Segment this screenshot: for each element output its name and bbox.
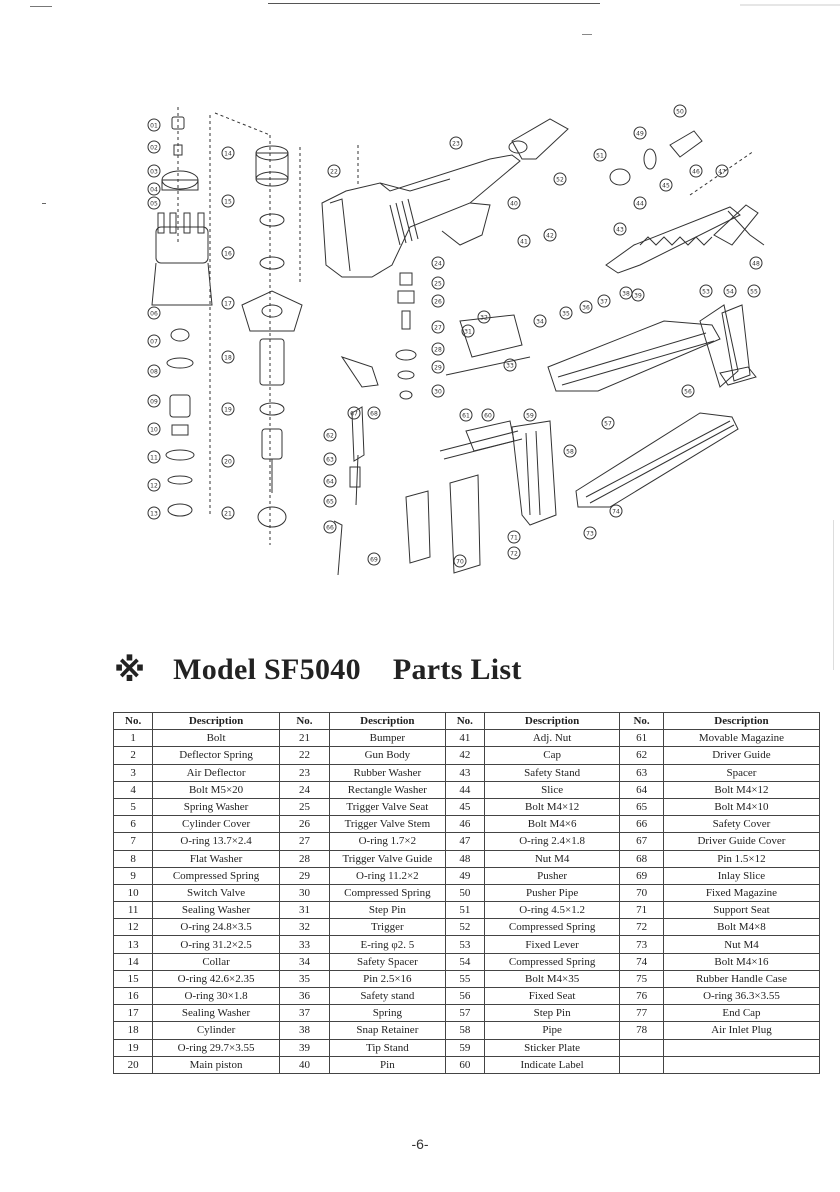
- callout-label: 56: [684, 388, 692, 396]
- part-description-cell: Pusher Pipe: [484, 884, 619, 901]
- part-description-cell: Compressed Spring: [484, 919, 619, 936]
- callout-label: 35: [562, 310, 570, 318]
- table-row: [114, 781, 820, 798]
- callout-label: 28: [434, 346, 442, 354]
- callout-label: 14: [224, 150, 232, 158]
- part-number-cell: 55: [445, 970, 484, 987]
- callout-label: 51: [596, 152, 604, 160]
- part-number-cell: 50: [445, 884, 484, 901]
- column-header: Description: [330, 713, 446, 730]
- part-description-cell: O-ring 11.2×2: [330, 867, 446, 884]
- part-description-cell: Rectangle Washer: [330, 781, 446, 798]
- callout-label: 47: [718, 168, 726, 176]
- callout-label: 11: [150, 454, 158, 462]
- part-description-cell: Spring Washer: [153, 798, 280, 815]
- part-description-cell: Sealing Washer: [153, 1005, 280, 1022]
- part-number-cell: 18: [114, 1022, 153, 1039]
- table-row: [114, 816, 820, 833]
- callout-label: 68: [370, 410, 378, 418]
- callout-label: 34: [536, 318, 544, 326]
- top-rule: [268, 3, 600, 4]
- part-number-cell: 5: [114, 798, 153, 815]
- parts-list-title: Parts List: [392, 653, 522, 686]
- part-description-cell: Step Pin: [484, 1005, 619, 1022]
- callout-label: 41: [520, 238, 528, 246]
- column-header: No.: [445, 713, 484, 730]
- callout-label: 30: [434, 388, 442, 396]
- part-number-cell: 54: [445, 953, 484, 970]
- callout-label: 57: [604, 420, 612, 428]
- table-row: [114, 936, 820, 953]
- table-header-row: [114, 713, 820, 730]
- part-description-cell: O-ring 42.6×2.35: [153, 970, 280, 987]
- part-description-cell: Pin 1.5×12: [663, 850, 819, 867]
- callout-label: 72: [510, 550, 518, 558]
- parts-table-body: [114, 730, 820, 1074]
- part-number-cell: 69: [620, 867, 664, 884]
- table-row: [114, 884, 820, 901]
- part-description-cell: Adj. Nut: [484, 730, 619, 747]
- part-description-cell: Bolt M4×12: [484, 798, 619, 815]
- part-description-cell: Tip Stand: [330, 1039, 446, 1056]
- part-number-cell: 67: [620, 833, 664, 850]
- column-header: No.: [279, 713, 329, 730]
- part-description-cell: Gun Body: [330, 747, 446, 764]
- part-number-cell: 24: [279, 781, 329, 798]
- part-description-cell: O-ring 13.7×2.4: [153, 833, 280, 850]
- part-number-cell: 2: [114, 747, 153, 764]
- table-row: [114, 988, 820, 1005]
- part-description-cell: Indicate Label: [484, 1056, 619, 1073]
- callout-label: 33: [506, 362, 514, 370]
- table-row: [114, 850, 820, 867]
- part-description-cell: Pin: [330, 1056, 446, 1073]
- magazine-rails: [548, 305, 756, 507]
- callout-label: 54: [726, 288, 734, 296]
- part-number-cell: 7: [114, 833, 153, 850]
- part-description-cell: Bolt M4×16: [663, 953, 819, 970]
- part-number-cell: 29: [279, 867, 329, 884]
- table-row: [114, 764, 820, 781]
- part-description-cell: Bolt M4×6: [484, 816, 619, 833]
- part-number-cell: 52: [445, 919, 484, 936]
- part-number-cell: 21: [279, 730, 329, 747]
- part-number-cell: 37: [279, 1005, 329, 1022]
- callout-label: 09: [150, 398, 158, 406]
- callout-label: 10: [150, 426, 158, 434]
- callout-label: 50: [676, 108, 684, 116]
- callout-label: 16: [224, 250, 232, 258]
- part-description-cell: Bumper: [330, 730, 446, 747]
- part-description-cell: Fixed Magazine: [663, 884, 819, 901]
- part-number-cell: 60: [445, 1056, 484, 1073]
- part-number-cell: 26: [279, 816, 329, 833]
- page-heading: [114, 648, 522, 692]
- part-number-cell: 10: [114, 884, 153, 901]
- callout-label: 32: [480, 314, 488, 322]
- part-number-cell: 39: [279, 1039, 329, 1056]
- part-number-cell: 61: [620, 730, 664, 747]
- part-number-cell: 58: [445, 1022, 484, 1039]
- callout-label: 59: [526, 412, 534, 420]
- table-row: [114, 902, 820, 919]
- callout-label: 04: [150, 186, 158, 194]
- part-number-cell: 43: [445, 764, 484, 781]
- part-number-cell: 19: [114, 1039, 153, 1056]
- driver-guide: [406, 421, 556, 573]
- part-number-cell: 22: [279, 747, 329, 764]
- part-number-cell: 31: [279, 902, 329, 919]
- part-description-cell: O-ring 31.2×2.5: [153, 936, 280, 953]
- part-description-cell: Trigger: [330, 919, 446, 936]
- callout-label: 29: [434, 364, 442, 372]
- callout-label: 26: [434, 298, 442, 306]
- part-description-cell: O-ring 4.5×1.2: [484, 902, 619, 919]
- part-number-cell: 1: [114, 730, 153, 747]
- table-row: [114, 798, 820, 815]
- table-row: [114, 833, 820, 850]
- callout-label: 60: [484, 412, 492, 420]
- part-description-cell: Main piston: [153, 1056, 280, 1073]
- part-number-cell: 9: [114, 867, 153, 884]
- part-description-cell: Fixed Lever: [484, 936, 619, 953]
- part-description-cell: Spring: [330, 1005, 446, 1022]
- part-number-cell: 32: [279, 919, 329, 936]
- part-description-cell: [663, 1056, 819, 1073]
- callout-label: 08: [150, 368, 158, 376]
- callout-label: 05: [150, 200, 158, 208]
- callout-label: 24: [434, 260, 442, 268]
- callout-label: 61: [462, 412, 470, 420]
- part-description-cell: O-ring 30×1.8: [153, 988, 280, 1005]
- part-description-cell: Support Seat: [663, 902, 819, 919]
- table-row: [114, 747, 820, 764]
- part-description-cell: Bolt M4×10: [663, 798, 819, 815]
- cylinder-stack: [215, 113, 302, 545]
- model-title: Model SF5040: [173, 653, 361, 686]
- scan-mark-left: [42, 203, 46, 204]
- part-number-cell: 68: [620, 850, 664, 867]
- part-description-cell: Safety Stand: [484, 764, 619, 781]
- part-number-cell: 56: [445, 988, 484, 1005]
- callout-label: 19: [224, 406, 232, 414]
- part-description-cell: Switch Valve: [153, 884, 280, 901]
- part-number-cell: 8: [114, 850, 153, 867]
- part-description-cell: O-ring 1.7×2: [330, 833, 446, 850]
- part-number-cell: 4: [114, 781, 153, 798]
- part-number-cell: 78: [620, 1022, 664, 1039]
- part-description-cell: Compressed Spring: [484, 953, 619, 970]
- part-number-cell: 65: [620, 798, 664, 815]
- part-description-cell: E-ring φ2. 5: [330, 936, 446, 953]
- part-description-cell: Safety stand: [330, 988, 446, 1005]
- callout-label: 01: [150, 122, 158, 130]
- part-number-cell: 72: [620, 919, 664, 936]
- part-description-cell: Compressed Spring: [330, 884, 446, 901]
- exploded-parts-diagram: [110, 95, 800, 595]
- callout-label: 37: [600, 298, 608, 306]
- callout-label: 02: [150, 144, 158, 152]
- part-description-cell: Cylinder Cover: [153, 816, 280, 833]
- part-number-cell: 45: [445, 798, 484, 815]
- callout-label: 62: [326, 432, 334, 440]
- part-description-cell: Movable Magazine: [663, 730, 819, 747]
- callout-label: 63: [326, 456, 334, 464]
- part-number-cell: [620, 1056, 664, 1073]
- part-description-cell: Sealing Washer: [153, 902, 280, 919]
- cylinder-cover-stack: [152, 107, 212, 516]
- part-number-cell: 16: [114, 988, 153, 1005]
- part-number-cell: 47: [445, 833, 484, 850]
- part-description-cell: Pipe: [484, 1022, 619, 1039]
- callout-label: 06: [150, 310, 158, 318]
- part-number-cell: 30: [279, 884, 329, 901]
- part-number-cell: 49: [445, 867, 484, 884]
- part-number-cell: 46: [445, 816, 484, 833]
- callout-label: 44: [636, 200, 644, 208]
- top-rule-short: [30, 6, 52, 7]
- part-number-cell: 48: [445, 850, 484, 867]
- table-row: [114, 730, 820, 747]
- table-row: [114, 970, 820, 987]
- part-number-cell: 76: [620, 988, 664, 1005]
- part-number-cell: 75: [620, 970, 664, 987]
- table-row: [114, 1005, 820, 1022]
- part-description-cell: Cap: [484, 747, 619, 764]
- part-description-cell: O-ring 2.4×1.8: [484, 833, 619, 850]
- table-row: [114, 953, 820, 970]
- callout-label: 66: [326, 524, 334, 532]
- parts-table: [113, 712, 820, 1074]
- part-number-cell: 70: [620, 884, 664, 901]
- callout-label: 43: [616, 226, 624, 234]
- part-description-cell: Inlay Slice: [663, 867, 819, 884]
- table-row: [114, 1022, 820, 1039]
- part-number-cell: 57: [445, 1005, 484, 1022]
- part-description-cell: Sticker Plate: [484, 1039, 619, 1056]
- callout-label: 03: [150, 168, 158, 176]
- part-description-cell: Snap Retainer: [330, 1022, 446, 1039]
- part-number-cell: 63: [620, 764, 664, 781]
- trigger-valve-area: [334, 273, 530, 575]
- part-description-cell: Air Deflector: [153, 764, 280, 781]
- part-description-cell: O-ring 36.3×3.55: [663, 988, 819, 1005]
- callout-label: 64: [326, 478, 334, 486]
- part-description-cell: Safety Spacer: [330, 953, 446, 970]
- part-number-cell: 66: [620, 816, 664, 833]
- callout-label: 39: [634, 292, 642, 300]
- part-number-cell: 6: [114, 816, 153, 833]
- column-header: Description: [663, 713, 819, 730]
- callout-label: 31: [464, 328, 472, 336]
- part-number-cell: [620, 1039, 664, 1056]
- scan-edge: [833, 520, 834, 670]
- part-description-cell: Nut M4: [663, 936, 819, 953]
- column-header: No.: [620, 713, 664, 730]
- callout-label: 07: [150, 338, 158, 346]
- callout-label: 53: [702, 288, 710, 296]
- part-number-cell: 35: [279, 970, 329, 987]
- part-number-cell: 40: [279, 1056, 329, 1073]
- callout-label: 65: [326, 498, 334, 506]
- callout-label: 21: [224, 510, 232, 518]
- callout-label: 38: [622, 290, 630, 298]
- part-number-cell: 64: [620, 781, 664, 798]
- table-row: [114, 1039, 820, 1056]
- callout-label: 48: [752, 260, 760, 268]
- part-number-cell: 38: [279, 1022, 329, 1039]
- part-number-cell: 25: [279, 798, 329, 815]
- part-number-cell: 33: [279, 936, 329, 953]
- part-number-cell: 23: [279, 764, 329, 781]
- scan-shadow: [740, 4, 840, 6]
- part-number-cell: 17: [114, 1005, 153, 1022]
- part-number-cell: 62: [620, 747, 664, 764]
- part-number-cell: 53: [445, 936, 484, 953]
- gun-body: [300, 145, 520, 285]
- part-description-cell: Pusher: [484, 867, 619, 884]
- part-description-cell: Air Inlet Plug: [663, 1022, 819, 1039]
- callout-label: 55: [750, 288, 758, 296]
- part-description-cell: Nut M4: [484, 850, 619, 867]
- table-row: [114, 867, 820, 884]
- table-row: [114, 919, 820, 936]
- callout-label: 52: [556, 176, 564, 184]
- callout-label: 58: [566, 448, 574, 456]
- callout-label: 15: [224, 198, 232, 206]
- part-description-cell: End Cap: [663, 1005, 819, 1022]
- part-number-cell: 28: [279, 850, 329, 867]
- column-header: No.: [114, 713, 153, 730]
- scan-mark: [582, 34, 592, 35]
- callout-label: 25: [434, 280, 442, 288]
- part-description-cell: Cylinder: [153, 1022, 280, 1039]
- part-description-cell: Flat Washer: [153, 850, 280, 867]
- part-number-cell: 27: [279, 833, 329, 850]
- part-number-cell: 34: [279, 953, 329, 970]
- column-header: Description: [153, 713, 280, 730]
- part-number-cell: 42: [445, 747, 484, 764]
- part-description-cell: O-ring 24.8×3.5: [153, 919, 280, 936]
- part-description-cell: Collar: [153, 953, 280, 970]
- part-number-cell: 41: [445, 730, 484, 747]
- part-description-cell: Rubber Washer: [330, 764, 446, 781]
- part-description-cell: Bolt M4×35: [484, 970, 619, 987]
- part-number-cell: 51: [445, 902, 484, 919]
- callout-label: 22: [330, 168, 338, 176]
- part-description-cell: Spacer: [663, 764, 819, 781]
- callout-label: 27: [434, 324, 442, 332]
- part-number-cell: 73: [620, 936, 664, 953]
- part-description-cell: Pin 2.5×16: [330, 970, 446, 987]
- part-number-cell: 77: [620, 1005, 664, 1022]
- part-description-cell: Fixed Seat: [484, 988, 619, 1005]
- callout-label: 49: [636, 130, 644, 138]
- part-number-cell: 11: [114, 902, 153, 919]
- callout-bubbles: [148, 105, 762, 567]
- part-description-cell: Bolt M4×8: [663, 919, 819, 936]
- part-description-cell: Bolt M5×20: [153, 781, 280, 798]
- part-number-cell: 44: [445, 781, 484, 798]
- part-description-cell: Trigger Valve Guide: [330, 850, 446, 867]
- callout-label: 40: [510, 200, 518, 208]
- part-number-cell: 13: [114, 936, 153, 953]
- callout-label: 71: [510, 534, 518, 542]
- part-description-cell: Compressed Spring: [153, 867, 280, 884]
- callout-label: 20: [224, 458, 232, 466]
- callout-label: 69: [370, 556, 378, 564]
- callout-label: 13: [150, 510, 158, 518]
- part-description-cell: O-ring 29.7×3.55: [153, 1039, 280, 1056]
- part-number-cell: 20: [114, 1056, 153, 1073]
- callout-label: 12: [150, 482, 158, 490]
- part-description-cell: Bolt: [153, 730, 280, 747]
- part-number-cell: 59: [445, 1039, 484, 1056]
- callout-label: 36: [582, 304, 590, 312]
- callout-label: 17: [224, 300, 232, 308]
- part-number-cell: 74: [620, 953, 664, 970]
- part-number-cell: 36: [279, 988, 329, 1005]
- callout-label: 73: [586, 530, 594, 538]
- table-row: [114, 1056, 820, 1073]
- part-number-cell: 71: [620, 902, 664, 919]
- callout-label: 18: [224, 354, 232, 362]
- part-description-cell: Safety Cover: [663, 816, 819, 833]
- column-header: Description: [484, 713, 619, 730]
- callout-label: 74: [612, 508, 620, 516]
- part-description-cell: Driver Guide: [663, 747, 819, 764]
- callout-label: 46: [692, 168, 700, 176]
- part-number-cell: 14: [114, 953, 153, 970]
- part-description-cell: Driver Guide Cover: [663, 833, 819, 850]
- part-description-cell: Bolt M4×12: [663, 781, 819, 798]
- callout-label: 42: [546, 232, 554, 240]
- part-description-cell: [663, 1039, 819, 1056]
- part-description-cell: Slice: [484, 781, 619, 798]
- part-description-cell: Deflector Spring: [153, 747, 280, 764]
- part-number-cell: 15: [114, 970, 153, 987]
- callout-label: 23: [452, 140, 460, 148]
- callout-label: 45: [662, 182, 670, 190]
- callout-label: 67: [350, 410, 358, 418]
- page-number: -6-: [411, 1136, 429, 1152]
- part-number-cell: 12: [114, 919, 153, 936]
- pusher-assembly: [606, 151, 764, 273]
- part-number-cell: 3: [114, 764, 153, 781]
- part-description-cell: Rubber Handle Case: [663, 970, 819, 987]
- reference-mark: ※: [114, 651, 146, 689]
- callout-label: 70: [456, 558, 464, 566]
- part-description-cell: Trigger Valve Stem: [330, 816, 446, 833]
- part-description-cell: Step Pin: [330, 902, 446, 919]
- part-description-cell: Trigger Valve Seat: [330, 798, 446, 815]
